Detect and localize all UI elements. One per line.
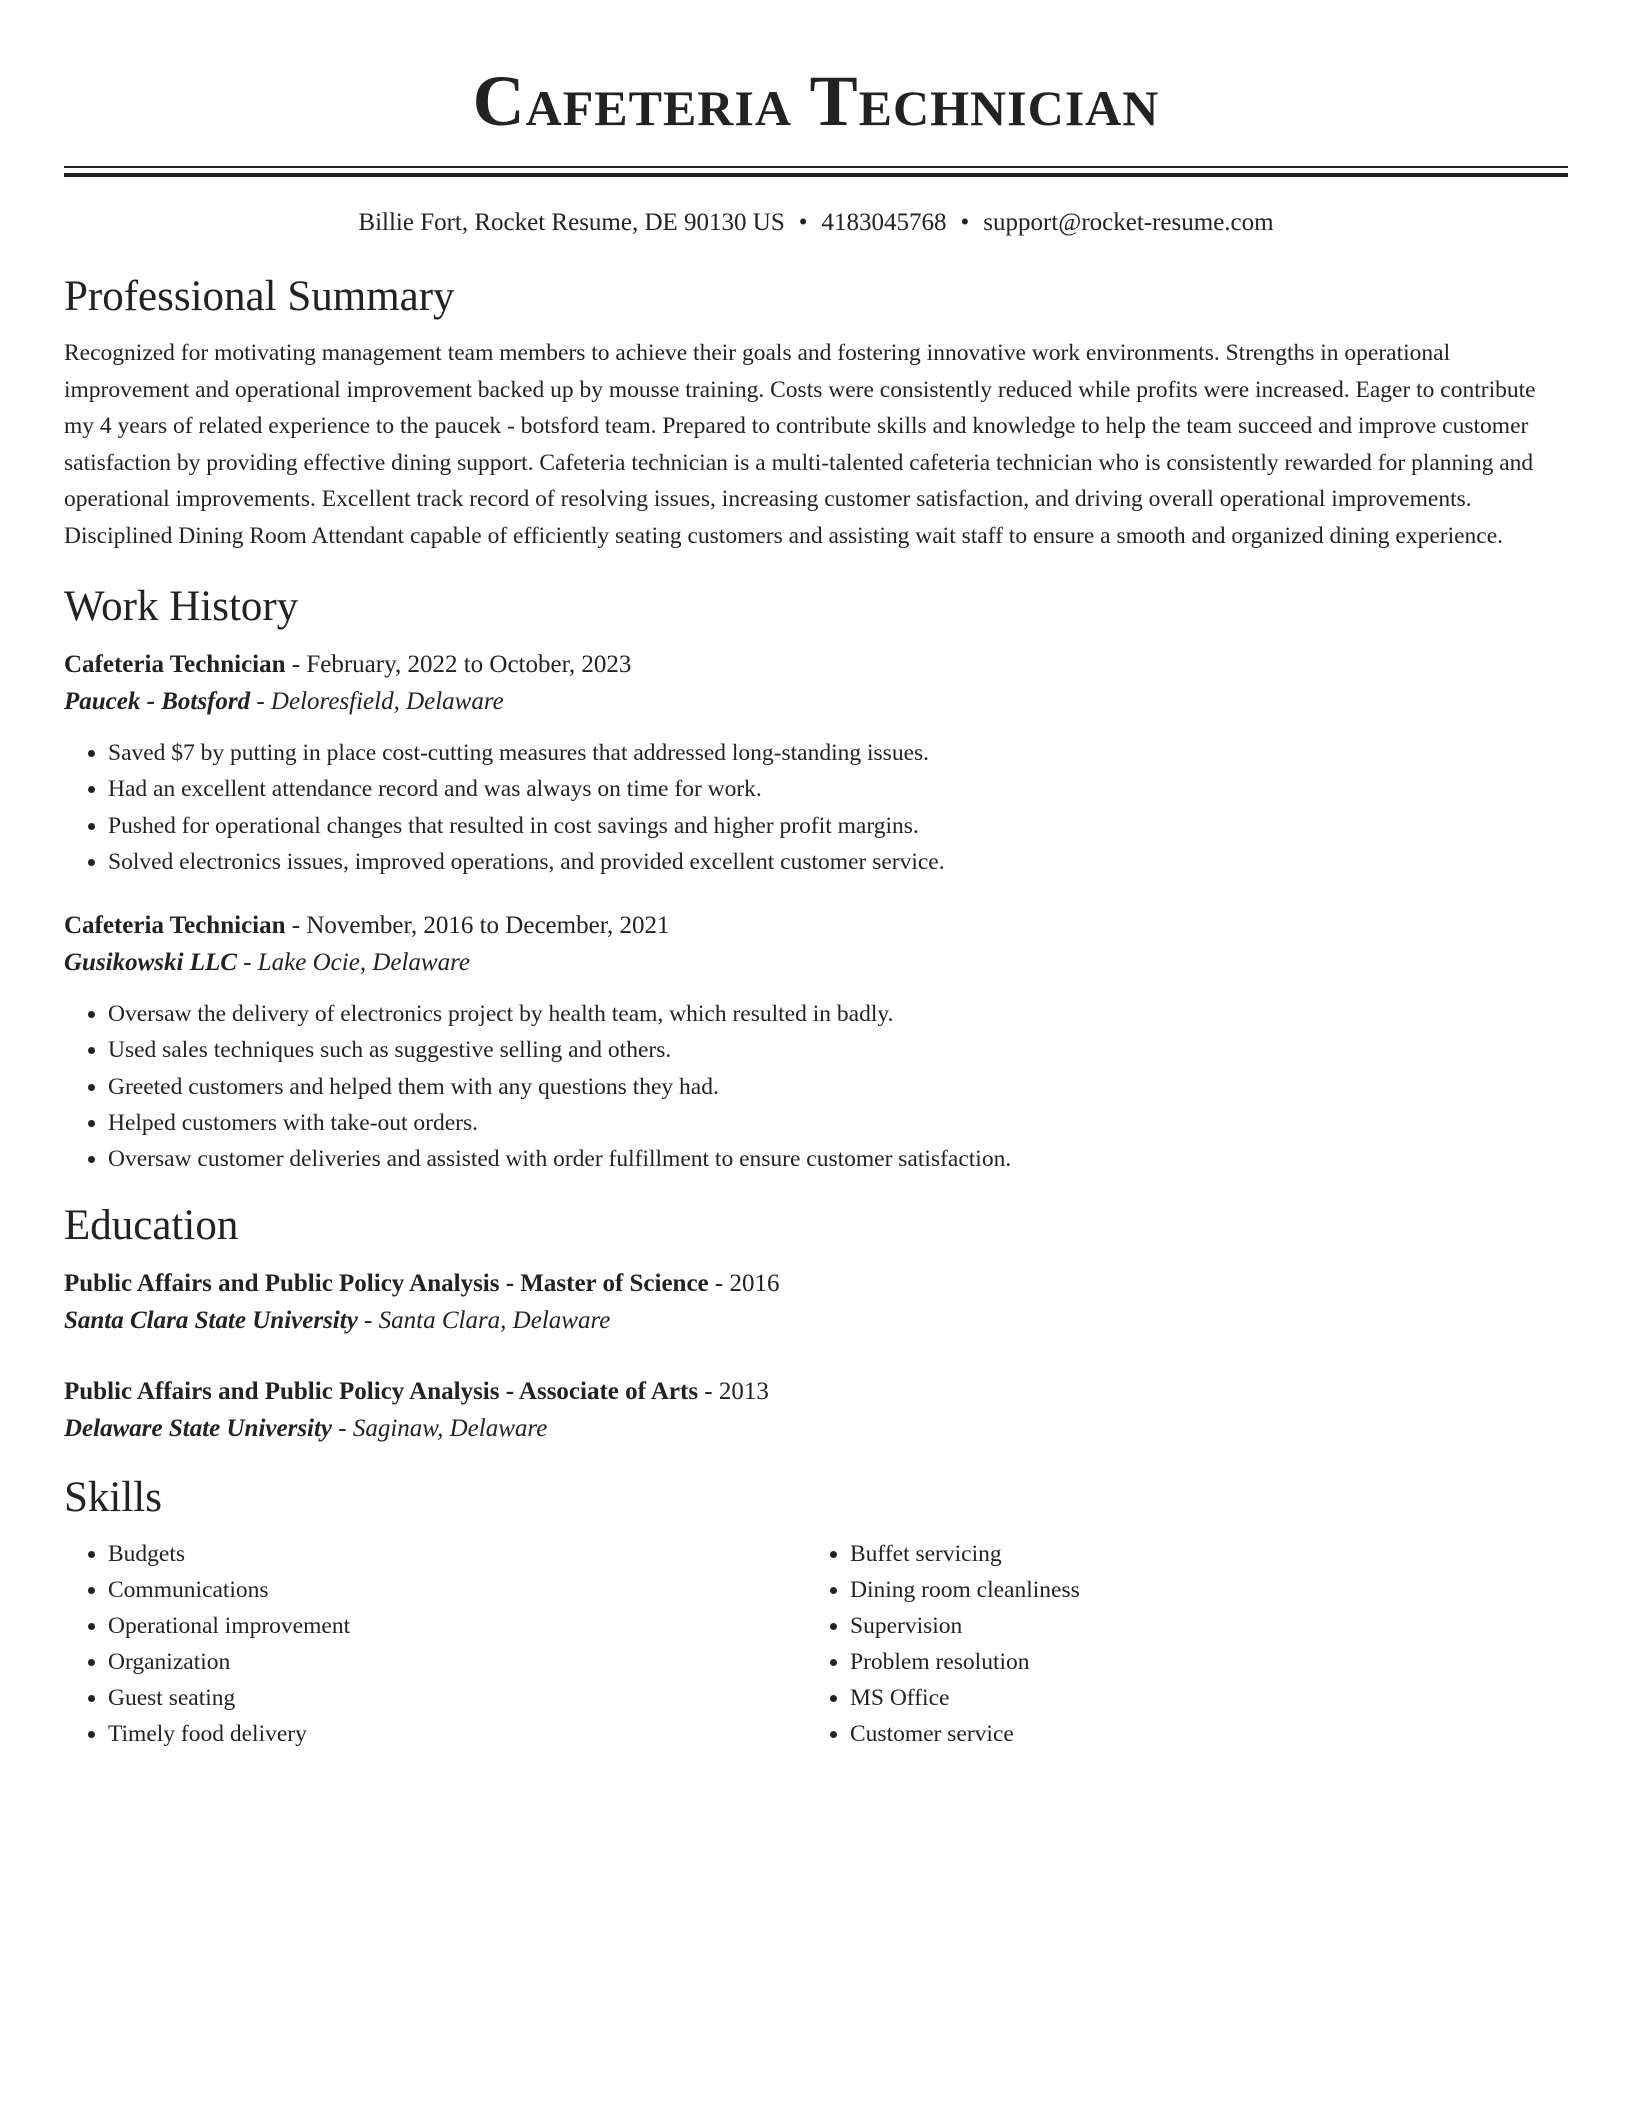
resume-title: Cafeteria Technician [472,61,1160,141]
job-bullets [64,735,1568,880]
skill-item: • Timely food delivery [108,1716,806,1752]
education-degree: Public Affairs and Public Policy Analysis - Associate of Arts [64,1377,699,1405]
job-title-line [64,908,1568,944]
skill-item: • Communications [108,1572,806,1608]
skill-item: • Buffet servicing [850,1536,1550,1572]
job-bullet: • Pushed for operational changes that resulted in cost savings and higher profit margins. [108,808,1568,844]
job-bullet: • Saved $7 by putting in place cost-cutting measures that addressed long-standing issues. [108,735,1568,771]
title-divider-thin [64,166,1568,168]
contact-line [64,207,1568,239]
job-company: Paucek - Botsford [64,688,251,715]
skills-column-left [64,1536,806,1752]
skill-item: • Organization [108,1644,806,1680]
job-entry [64,647,1568,880]
skill-item: • Guest seating [108,1680,806,1716]
job-entry [64,908,1568,1177]
skill-item: • Budgets [108,1536,806,1572]
education-school-line [64,1410,1568,1448]
education-year: - 2016 [708,1269,780,1297]
education-year: - 2013 [698,1377,769,1405]
education-degree: Public Affairs and Public Policy Analysis - Master of Science [64,1269,709,1297]
job-title: Cafeteria Technician [64,651,286,678]
skills-column-right [806,1536,1550,1752]
resume-page [64,0,1568,1752]
job-dates: - February, 2022 to October, 2023 [285,651,632,678]
contact-separator: • [960,209,970,236]
job-bullet: • Solved electronics issues, improved operations, and provided excellent customer service. [108,844,1568,880]
education-entry [64,1266,1568,1340]
job-bullet: • Helped customers with take-out orders. [108,1105,1568,1141]
job-bullets [64,996,1568,1177]
work-history-heading: Work History [64,583,299,630]
job-title: Cafeteria Technician [64,912,286,940]
education-school-line [64,1302,1568,1340]
education-entry [64,1374,1568,1448]
skill-item: • Dining room cleanliness [850,1572,1550,1608]
education-location: - Saginaw, Delaware [332,1414,548,1442]
skills-list [64,1536,1568,1752]
job-bullet: • Used sales techniques such as suggestive selling and others. [108,1032,1568,1068]
job-company-line [64,944,1568,982]
education-school: Santa Clara State University [64,1306,358,1334]
job-title-line [64,647,1568,683]
job-location: - Lake Ocie, Delaware [236,949,470,977]
job-dates: - November, 2016 to December, 2021 [285,912,670,940]
skills-heading: Skills [64,1473,162,1521]
contact-email: support@rocket-resume.com [983,209,1274,236]
contact-address: Billie Fort, Rocket Resume, DE 90130 US [358,209,785,236]
summary-heading: Professional Summary [64,273,455,320]
job-bullet: • Had an excellent attendance record and was always on time for work. [108,771,1568,807]
job-bullet: • Greeted customers and helped them with any questions they had. [108,1069,1568,1105]
education-degree-line [64,1266,1568,1302]
job-company-line [64,683,1568,721]
education-location: - Santa Clara, Delaware [357,1306,611,1334]
skill-item: • Supervision [850,1608,1550,1644]
skill-item: • Problem resolution [850,1644,1550,1680]
job-bullet: • Oversaw customer deliveries and assisted with order fulfillment to ensure customer satisfaction. [108,1141,1568,1177]
title-divider-thick [64,173,1568,177]
education-school: Delaware State University [64,1414,333,1442]
education-heading: Education [64,1201,239,1249]
summary-text: Recognized for motivating management team members to achieve their goals and fostering innovative work environments. Strengths in operational improvement and operational improvement backed up by mousse training. Costs were consistently reduced while profits were increased. Eager to contribute my 4 years of related experience to the paucek - botsford team. Prepared to contribute skills and knowledge to help the team succeed and improve customer satisfaction by providing effective dining support. Cafeteria technician is a multi-talented cafeteria technician who is consistently rewarded for planning and operational improvements. Excellent track record of resolving issues, increasing customer satisfaction, and driving overall operational improvements. Disciplined Dining Room Attendant capable of efficiently seating customers and assisting wait staff to ensure a smooth and organized dining experience. [64,340,1536,549]
contact-separator: • [798,209,808,236]
education-degree-line [64,1374,1568,1410]
skill-item: • Operational improvement [108,1608,806,1644]
skill-item: • MS Office [850,1680,1550,1716]
skill-item: • Customer service [850,1716,1550,1752]
job-bullet: • Oversaw the delivery of electronics project by health team, which resulted in badly. [108,996,1568,1032]
job-location: - Deloresfield, Delaware [250,688,504,715]
contact-phone: 4183045768 [821,209,947,236]
job-company: Gusikowski LLC [64,949,237,977]
